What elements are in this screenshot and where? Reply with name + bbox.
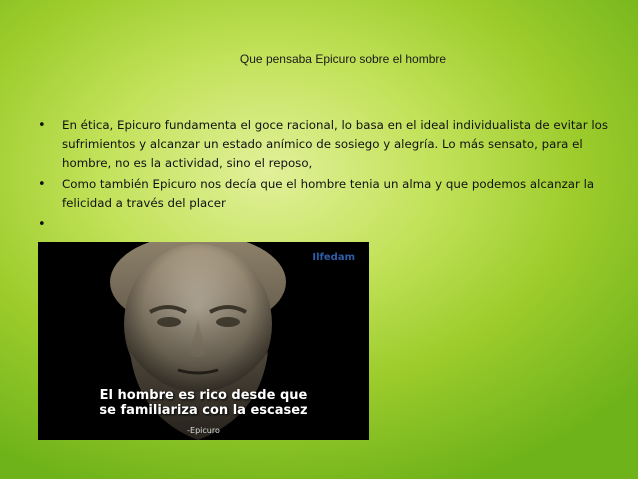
image-quote (38, 388, 369, 418)
quote-author: -Epicuro (187, 426, 220, 435)
bullet-marker: • (38, 118, 46, 133)
bullet-list (38, 116, 608, 236)
slide-title: Que pensaba Epicuro sobre el hombre (239, 52, 447, 66)
bullet-marker: • (38, 177, 46, 192)
bullet-item (38, 116, 608, 173)
watermark-logo: Ilfedam (312, 252, 355, 263)
bullet-text: Como también Epicuro nos decía que el hombre tenia un alma y que podemos alcanzar la felicidad a través del placer (62, 177, 595, 210)
epicurus-bust-image (38, 242, 369, 440)
bullet-marker: • (38, 217, 46, 232)
bullet-item (38, 215, 608, 234)
quote-line-2: se familiariza con la escasez (99, 403, 308, 418)
quote-line-1: El hombre es rico desde que (99, 388, 308, 403)
bullet-item (38, 175, 608, 213)
bullet-text: En ética, Epicuro fundamenta el goce racional, lo basa en el ideal individualista de evitar los sufrimientos y alcanzar un estado anímico de sosiego y alegría. Lo más sensato, para el hombre, no es la actividad, sino el reposo, (62, 118, 609, 170)
bullet-text (62, 217, 66, 231)
